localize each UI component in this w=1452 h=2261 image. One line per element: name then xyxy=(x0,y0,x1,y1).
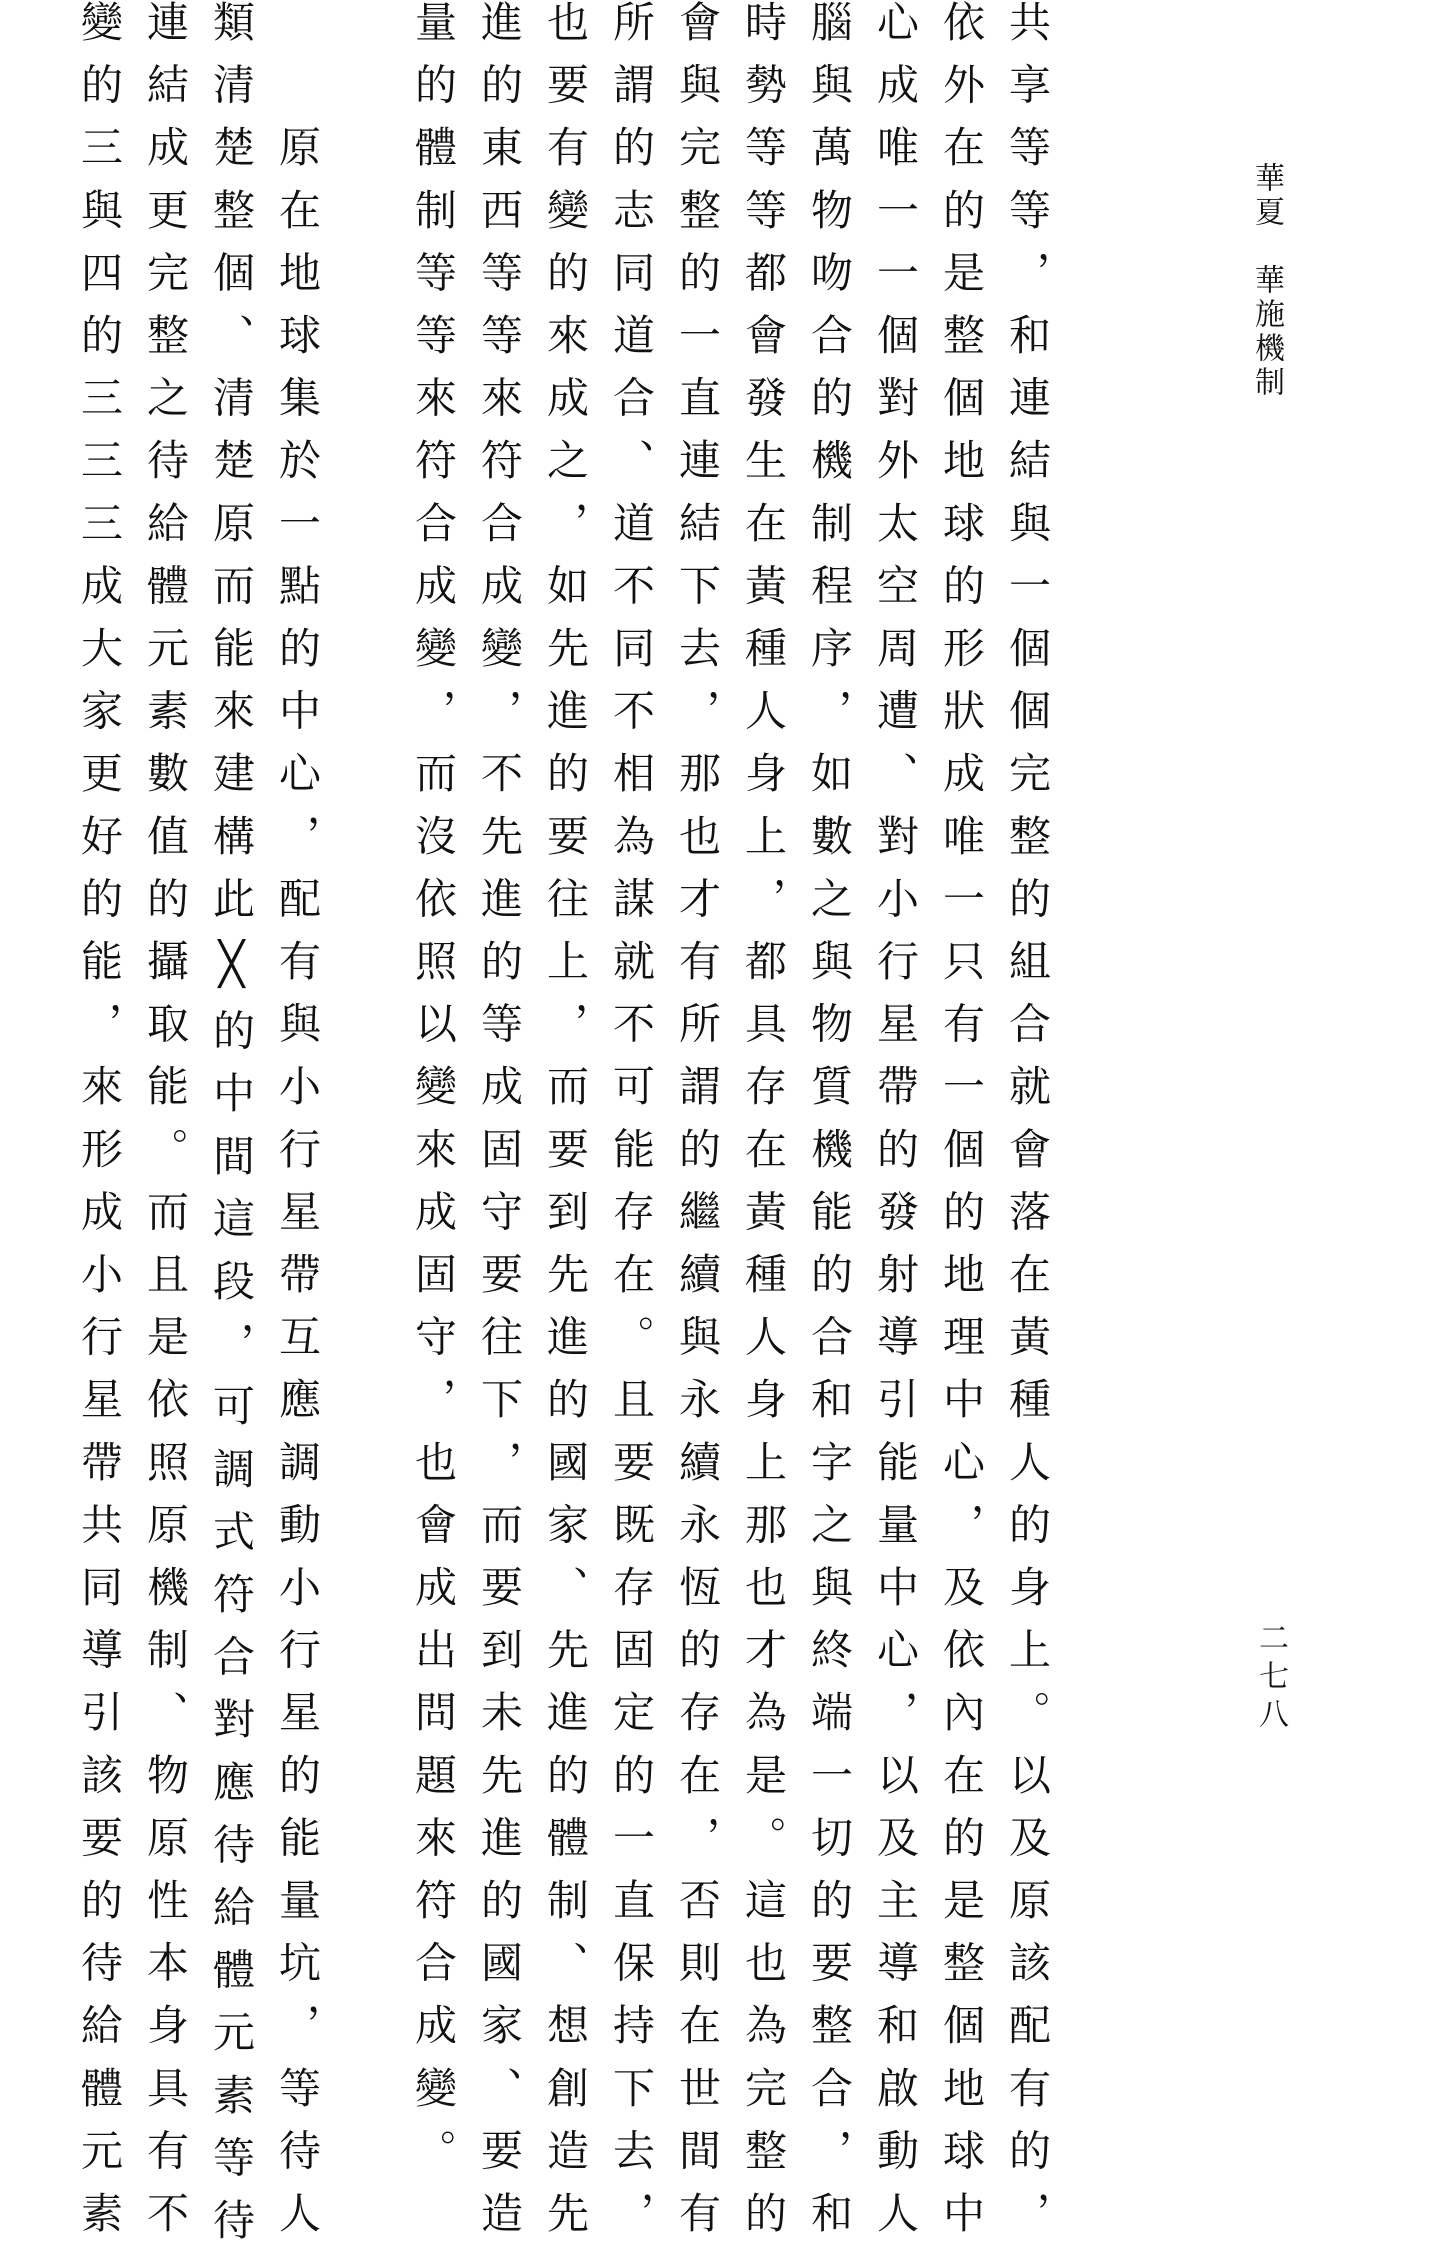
page-number: 二七八 xyxy=(1253,1622,1288,1736)
text-line: 變的三與四的三三三成大家更好的能，來形成小行星帶共同導引該要的待給體元素 xyxy=(75,0,124,2254)
text-line: 類清楚整個、清楚原而能來建構此╳的中間這段，可調式符合對應待給體元素等待 xyxy=(207,0,256,2261)
text-line: 時勢等等都會發生在黃種人身上，都具存在黃種人身上那也才為是。這也為完整的 xyxy=(739,0,788,2254)
text-line: 量的體制等等來符合成變，而沒依照以變來成固守，也會成出問題來符合成變。 xyxy=(409,0,458,2191)
text-line: 依外在的是整個地球的形狀成唯一只有一個的地理中心，及依內在的是整個地球中 xyxy=(937,0,986,2254)
text-line: 心成唯一一個對外太空周遭、對小行星帶的發射導引能量中心，以及主導和啟動人 xyxy=(871,0,920,2254)
text-line: 進的東西等等來符合成變，不先進的等成固守要往下，而要到未先進的國家、要造 xyxy=(475,0,524,2254)
text-line: 共享等等，和連結與一個個完整的組合就會落在黃種人的身上。以及原該配有的， xyxy=(1003,0,1052,2254)
paragraph-gap xyxy=(330,0,400,1680)
text-line: 原在地球集於一點的中心，配有與小行星帶互應調動小行星的能量坑，等待人 xyxy=(273,0,322,2254)
text-line: 也要有變的來成之，如先進的要往上，而要到先進的國家、先進的體制、想創造先 xyxy=(541,0,590,2254)
running-header: 華夏 華施機制 xyxy=(1249,162,1284,400)
text-line: 所謂的志同道合、道不同不相為謀就不可能存在。且要既存固定的一直保持下去， xyxy=(607,0,656,2254)
text-line: 連結成更完整之待給體元素數值的攝取能。而且是依照原機制、物原性本身具有不 xyxy=(141,0,190,2254)
text-line: 會與完整的一直連結下去，那也才有所謂的繼續與永續永恆的存在，否則在世間有 xyxy=(673,0,722,2254)
text-line: 腦與萬物吻合的機制程序，如數之與物質機能的合和字之與終端一切的要整合，和 xyxy=(805,0,854,2254)
